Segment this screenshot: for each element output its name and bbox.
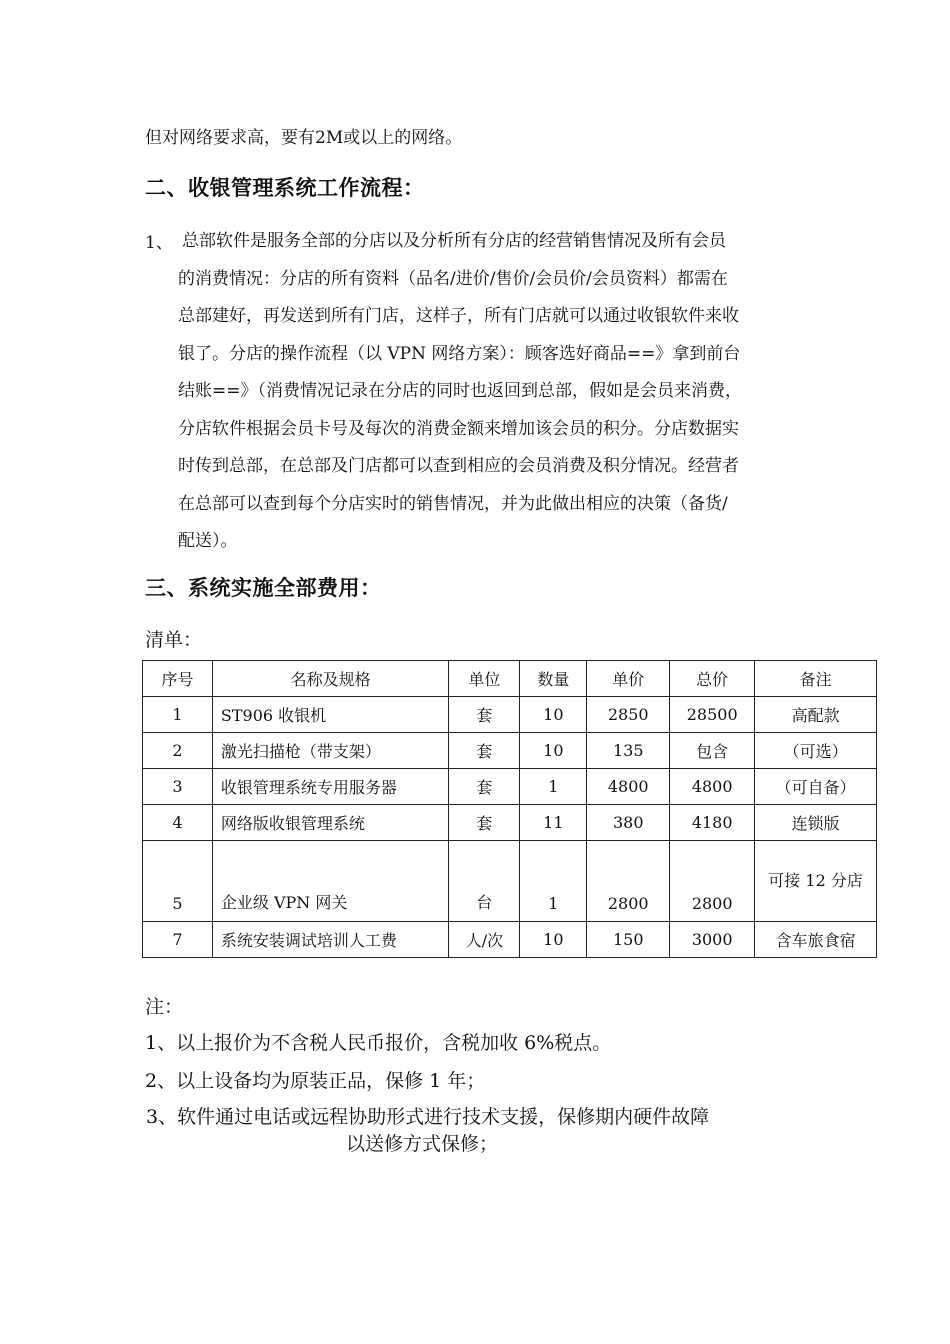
note-line-3-continuation: 以送修方式保修； — [346, 1133, 499, 1155]
table-cell: 1 — [143, 697, 213, 733]
note-line-2: 2、以上设备均为原装正品，保修 1 年； — [145, 1070, 486, 1092]
list-title: 清单： — [145, 629, 203, 651]
section2-heading: 二、收银管理系统工作流程： — [145, 175, 425, 200]
table-cell: 10 — [520, 733, 587, 769]
table-cell: 2800 — [587, 841, 670, 922]
table-header-cell: 单位 — [449, 661, 520, 697]
note-line-3: 3、软件通过电话或远程协助形式进行技术支援，保修期内硬件故障 — [146, 1106, 710, 1128]
table-cell: 包含 — [670, 733, 755, 769]
table-cell: 3 — [143, 769, 213, 805]
table-cell: 2 — [143, 733, 213, 769]
table-cell: 7 — [143, 922, 213, 958]
table-cell: 含车旅食宿 — [755, 922, 877, 958]
table-cell: 4800 — [587, 769, 670, 805]
table-cell: 150 — [587, 922, 670, 958]
paragraph-line: 结账==》（消费情况记录在分店的同时也返回到总部，假如是会员来消费， — [178, 381, 742, 401]
table-cell: 可接 12 分店 — [755, 841, 877, 922]
table-cell: 人/次 — [449, 922, 520, 958]
table-header-cell: 总价 — [670, 661, 755, 697]
table-cell: （可自备） — [755, 769, 877, 805]
table-cell: 激光扫描枪（带支架） — [212, 733, 449, 769]
table-cell: 4800 — [670, 769, 755, 805]
table-header-cell: 单价 — [587, 661, 670, 697]
paragraph-line: 分店软件根据会员卡号及每次的消费金额来增加该会员的积分。分店数据实 — [178, 418, 739, 439]
table-header-cell: 名称及规格 — [212, 661, 449, 697]
paragraph-line: 总部建好，再发送到所有门店，这样子，所有门店就可以通过收银软件来收 — [178, 306, 739, 326]
table-row — [143, 733, 877, 769]
table-cell: 连锁版 — [755, 805, 877, 841]
table-cell: 4 — [143, 805, 213, 841]
table-cell: 套 — [449, 805, 520, 841]
table-cell: 收银管理系统专用服务器 — [212, 769, 449, 805]
paragraph-line: 配送）。 — [178, 531, 238, 551]
table-cell: 1 — [520, 769, 587, 805]
table-cell: 套 — [449, 733, 520, 769]
table-cell: 5 — [143, 841, 213, 922]
paragraph-line: 的消费情况：分店的所有资料（品名/进价/售价/会员价/会员资料）都需在 — [178, 268, 728, 289]
table-cell: 4180 — [670, 805, 755, 841]
notes-title: 注： — [145, 996, 184, 1018]
table-cell: 台 — [449, 841, 520, 922]
price-table — [142, 660, 877, 958]
table-cell: 10 — [520, 922, 587, 958]
table-row — [143, 805, 877, 841]
table-cell: 3000 — [670, 922, 755, 958]
table-row — [143, 922, 877, 958]
table-row — [143, 769, 877, 805]
table-row — [143, 697, 877, 733]
note-line-1: 1、以上报价为不含税人民币报价，含税加收 6%税点。 — [145, 1032, 612, 1054]
table-cell: 企业级 VPN 网关 — [212, 841, 449, 922]
section2-paragraph — [174, 223, 814, 561]
table-header-cell: 数量 — [520, 661, 587, 697]
table-cell: 网络版收银管理系统 — [212, 805, 449, 841]
paragraph-line: 时传到总部，在总部及门店都可以查到相应的会员消费及积分情况。经营者 — [178, 456, 739, 476]
table-cell: 2850 — [587, 697, 670, 733]
table-cell: 1 — [520, 841, 587, 922]
table-cell: 380 — [587, 805, 670, 841]
paragraph-line: 在总部可以查到每个分店实时的销售情况，并为此做出相应的决策（备货/ — [178, 493, 728, 514]
table-cell: （可选） — [755, 733, 877, 769]
section3-heading: 三、系统实施全部费用： — [145, 575, 382, 600]
intro-line: 但对网络要求高，要有2M或以上的网络。 — [145, 128, 463, 148]
table-cell: 11 — [520, 805, 587, 841]
table-cell: 135 — [587, 733, 670, 769]
section2-item-number: 1、 — [145, 233, 173, 253]
table-cell: 10 — [520, 697, 587, 733]
paragraph-line: 银了。分店的操作流程（以 VPN 网络方案）：顾客选好商品==》拿到前台 — [178, 343, 741, 364]
table-cell: 套 — [449, 769, 520, 805]
table-cell: ST906 收银机 — [212, 697, 449, 733]
table-header-row — [143, 661, 877, 697]
table-header-cell: 序号 — [143, 661, 213, 697]
table-cell: 28500 — [670, 697, 755, 733]
paragraph-line: 总部软件是服务全部的分店以及分析所有分店的经营销售情况及所有会员 — [182, 231, 726, 251]
table-cell: 2800 — [670, 841, 755, 922]
table-cell: 系统安装调试培训人工费 — [212, 922, 449, 958]
table-cell: 套 — [449, 697, 520, 733]
table-header-cell: 备注 — [755, 661, 877, 697]
table-row — [143, 841, 877, 922]
table-cell: 高配款 — [755, 697, 877, 733]
